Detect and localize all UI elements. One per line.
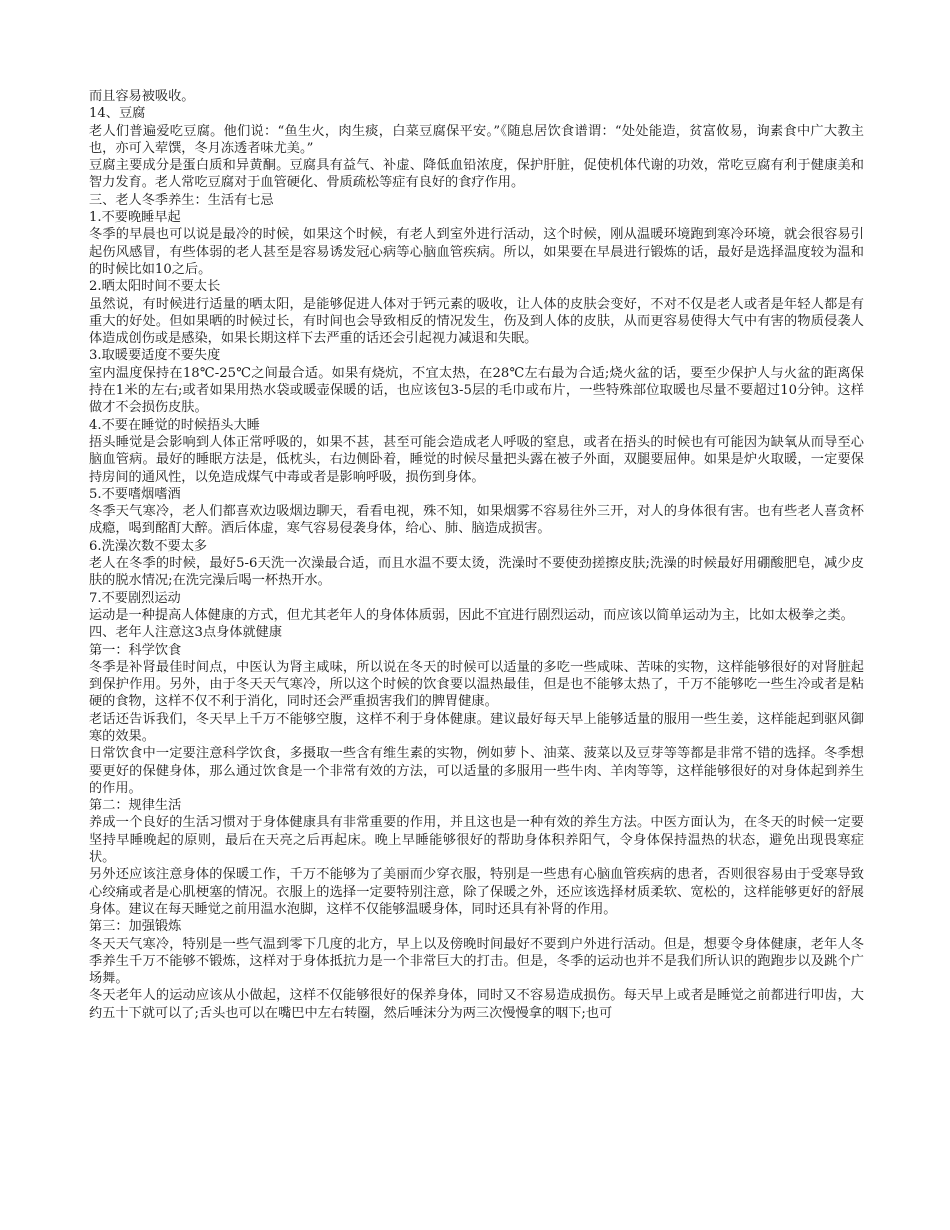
- paragraph-text: 室内温度保持在18℃-25℃之间最合适。如果有烧炕，不宜太热，在28℃左右最为合适;烧火盆的话，要至少保护人与火盆的距离保持在1米的左右;或者如果用热水袋或暖壶保暖的话，也应该包3-5层的毛巾或布片，一些特殊部位取暖也尽量不要超过10分钟。这样做才不会损伤皮肤。: [89, 365, 864, 416]
- subheading-7: 7.不要剧烈运动: [89, 590, 181, 606]
- subheading-third: 第三：加强锻炼: [89, 919, 182, 935]
- paragraph-text: 冬天天气寒冷，特别是一些气温到零下几度的北方，早上以及傍晚时间最好不要到户外进行活动。但是，想要令身体健康，老年人冬季养生千万不能够不锻炼，这样对于身体抵抗力是一个非常巨大的打击。但是，冬季的运动也并不是我们所认识的跑跑步以及跳个广场舞。: [89, 936, 864, 987]
- paragraph-text: 老人们普遍爱吃豆腐。他们说：“鱼生火，肉生痰，白菜豆腐保平安。”《随息居饮食谱谓：“处处能造，贫富攸易，询素食中广大教主也，亦可入荤馔，冬月冻透者味尤美。”: [89, 123, 864, 156]
- subheading-4: 4.不要在睡觉的时候捂头大睡: [89, 417, 260, 433]
- paragraph-text: 运动是一种提高人体健康的方式，但尤其老年人的身体体质弱，因此不宜进行剧烈运动，而应该以简单运动为主，比如太极拳之类。: [89, 607, 854, 623]
- section-heading-winter-taboos: 三、老人冬季养生：生活有七忌: [89, 192, 274, 208]
- subheading-second: 第二：规律生活: [89, 798, 182, 814]
- subheading-6: 6.洗澡次数不要太多: [89, 538, 208, 554]
- paragraph-text: 捂头睡觉是会影响到人体正常呼吸的，如果不甚，甚至可能会造成老人呼吸的窒息，或者在捂头的时候也有可能因为缺氧从而导至心脑血管病。最好的睡眠方法是，低枕头，右边侧卧着，睡觉的时候尽量把头露在被子外面，双腿要屈伸。如果是炉火取暖，一定要保持房间的通风性，以免造成煤气中毒或者是影响呼吸，损伤到身体。: [89, 434, 864, 485]
- paragraph-text: 另外还应该注意身体的保暖工作，千万不能够为了美丽而少穿衣服，特别是一些患有心脑血管疾病的患者，否则很容易由于受寒导致心绞痛或者是心肌梗塞的情况。衣服上的选择一定要特别注意，除了保暖之外，还应该选择材质柔软、宽松的，这样能够更好的舒展身体。建议在每天睡觉之前用温水泡脚，这样不仅能够温暖身体，同时还具有补肾的作用。: [89, 867, 864, 917]
- paragraph-text: 而且容易被吸收。: [89, 89, 195, 104]
- subheading-1: 1.不要晚睡早起: [89, 210, 181, 226]
- paragraph-text: 虽然说，有时候进行适量的晒太阳，是能够促进人体对于钙元素的吸收，让人体的皮肤会变好，不对不仅是老人或者是年轻人都是有重大的好处。但如果晒的时候过长，有时间也会导致相反的情况发生，伤及到人体的皮肤，从而更容易使得大气中有害的物质侵袭人体造成创伤或是感染，如果长期这样下去严重的话还会引起视力减退和失眠。: [89, 296, 864, 347]
- subheading-first: 第一：科学饮食: [89, 642, 182, 658]
- section-heading-three-points: 四、老年人注意这3点身体就健康: [89, 625, 283, 641]
- paragraph-text: 冬季的早晨也可以说是最冷的时候，如果这个时候，有老人到室外进行活动，这个时候，刚从温暖环境跑到寒冷环境，就会很容易引起伤风感冒，有些体弱的老人甚至是容易诱发冠心病等心脑血管疾病。所以，如果要在早晨进行锻炼的话，最好是选择温度较为温和的时候比如10之后。: [89, 227, 864, 277]
- paragraph-text: 冬季是补肾最佳时间点，中医认为肾主咸味，所以说在冬天的时候可以适量的多吃一些咸味、苦味的实物，这样能够很好的对肾脏起到保护作用。另外，由于冬天天气寒冷，所以这个时候的饮食要以温热最佳，但是也不能够太热了，千万不能够吃一些生冷或者是粘硬的食物，这样不仅不利于消化，同时还会严重损害我们的脾胃健康。: [89, 659, 864, 710]
- subheading-3: 3.取暖要适度不要失度: [89, 348, 221, 364]
- paragraph-text: 豆腐主要成分是蛋白质和异黄酮。豆腐具有益气、补虚、降低血铅浓度，保护肝脏，促使机体代谢的功效，常吃豆腐有利于健康美和智力发育。老人常吃豆腐对于血管硬化、骨质疏松等症有良好的食疗作用。: [89, 158, 864, 191]
- document-page: [89, 88, 864, 1022]
- paragraph-text: 日常饮食中一定要注意科学饮食，多摄取一些含有维生素的实物，例如萝卜、油菜、菠菜以及豆芽等等都是非常不错的选择。冬季想要更好的保健身体，那么通过饮食是一个非常有效的方法，可以适量的多服用一些牛肉、羊肉等等，这样能够很好的对身体起到养生的作用。: [89, 746, 864, 796]
- subheading-5: 5.不要嗜烟嗜酒: [89, 486, 181, 502]
- section-heading-tofu: 14、豆腐: [89, 106, 146, 122]
- paragraph-text: 养成一个良好的生活习惯对于身体健康具有非常重要的作用，并且这也是一种有效的养生方法。中医方面认为，在冬天的时候一定要坚持早睡晚起的原则，最后在天亮之后再起床。晚上早睡能够很好的帮助身体积养阳气，令身体保持温热的状态，避免出现畏寒症状。: [89, 815, 864, 866]
- paragraph-text: 老人在冬季的时候，最好5-6天洗一次澡最合适，而且水温不要太烫，洗澡时不要使劲搓擦皮肤;洗澡的时候最好用硼酸肥皂，减少皮肤的脱水情况;在洗完澡后喝一杯热开水。: [89, 556, 864, 589]
- subheading-2: 2.晒太阳时间不要太长: [89, 279, 221, 295]
- paragraph-text: 老话还告诉我们，冬天早上千万不能够空腹，这样不利于身体健康。建议最好每天早上能够适量的服用一些生姜，这样能起到驱风御寒的效果。: [89, 711, 864, 744]
- paragraph-text: 冬季天气寒冷，老人们都喜欢边吸烟边聊天，看看电视，殊不知，如果烟雾不容易往外三开，对人的身体很有害。也有些老人喜贪杯成瘾，喝到酩酊大醉。酒后体虚，寒气容易侵袭身体，给心、肺、脑造成损害。: [89, 504, 864, 537]
- paragraph-text: 冬天老年人的运动应该从小做起，这样不仅能够很好的保养身体，同时又不容易造成损伤。每天早上或者是睡觉之前都进行叩齿，大约五十下就可以了;舌头也可以在嘴巴中左右转圈，然后唾沫分为两三次慢慢拿的咽下;也可: [89, 988, 864, 1021]
